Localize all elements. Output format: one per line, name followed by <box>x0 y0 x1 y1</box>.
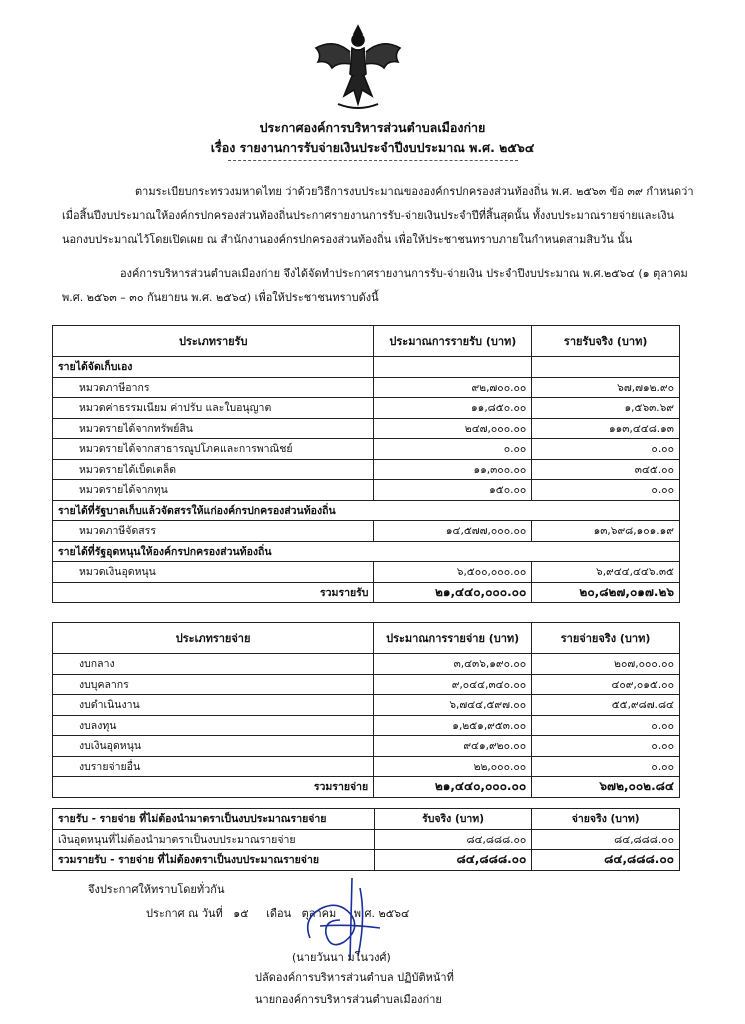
paragraph-1-line-3: นอกงบประมาณไว้โดยเปิดเผย ณ สำนักงานองค์กรปกครองส่วนท้องถิ่น เพื่อให้ประชาชนทราบภายในกำหนดสามสิบวัน นั้น <box>62 233 633 246</box>
expense-estimate: ๙๔๑,๙๒๐.๐๐ <box>374 736 532 757</box>
expense-estimate-header: ประมาณการรายจ่าย (บาท) <box>374 623 532 654</box>
expense-header-row <box>53 623 680 654</box>
table-row <box>53 459 680 480</box>
revenue-estimate: ๖,๕๐๐,๐๐๐.๐๐ <box>374 562 532 583</box>
non-budget-received: ๘๔,๘๘๘.๐๐ <box>374 829 532 850</box>
revenue-total-estimate: ๒๑,๔๔๐,๐๐๐.๐๐ <box>374 582 532 603</box>
revenue-total-label: รวมรายรับ <box>53 582 374 603</box>
revenue-actual: ๓๔๕.๐๐ <box>532 459 680 480</box>
revenue-group-label: รายได้ที่รัฐอุดหนุนให้องค์กรปกครองส่วนท้องถิ่น <box>53 541 680 562</box>
revenue-category: หมวดเงินอุดหนุน <box>53 562 374 583</box>
expense-actual: ๐.๐๐ <box>532 715 680 736</box>
revenue-category: หมวดภาษีจัดสรร <box>53 521 374 542</box>
expense-actual: ๕๕,๙๘๗.๘๔ <box>532 695 680 716</box>
revenue-category: หมวดรายได้จากทุน <box>53 480 374 501</box>
table-row <box>53 562 680 583</box>
non-budget-paid-header: จ่ายจริง (บาท) <box>532 809 680 830</box>
expense-estimate: ๓,๔๓๖,๑๙๐.๐๐ <box>374 654 532 675</box>
non-budget-header-label: รายรับ - รายจ่าย ที่ไม่ต้องนำมาตราเป็นงบประมาณรายจ่าย <box>53 809 375 830</box>
non-budget-received-header: รับจริง (บาท) <box>374 809 532 830</box>
non-budget-table <box>52 808 680 871</box>
revenue-category: หมวดรายได้จากทรัพย์สิน <box>53 418 374 439</box>
revenue-total-actual: ๒๐,๘๒๗,๐๑๗.๒๖ <box>532 582 680 603</box>
expense-table <box>52 622 680 798</box>
table-row <box>53 654 680 675</box>
date-prefix: ประกาศ ณ วันที่ <box>146 907 223 920</box>
table-row <box>53 695 680 716</box>
revenue-category: หมวดค่าธรรมเนียม ค่าปรับ และใบอนุญาต <box>53 398 374 419</box>
table-row <box>53 521 680 542</box>
non-budget-total-paid: ๘๔,๘๘๘.๐๐ <box>532 850 680 871</box>
revenue-estimate: ๑๕๐.๐๐ <box>374 480 532 501</box>
revenue-actual: ๑,๕๖๓.๖๙ <box>532 398 680 419</box>
revenue-estimate: ๑๔,๕๗๗,๐๐๐.๐๐ <box>374 521 532 542</box>
date-month: ตุลาคม <box>301 907 337 920</box>
table-row <box>53 756 680 777</box>
paragraph-2-line-2: พ.ศ. ๒๕๖๓ – ๓๐ กันยายน พ.ศ. ๒๕๖๔) เพื่อให้ประชาชนทราบดังนี้ <box>62 291 379 304</box>
expense-actual: ๐.๐๐ <box>532 756 680 777</box>
expense-actual: ๔๐๙,๐๑๕.๐๐ <box>532 674 680 695</box>
revenue-category: หมวดภาษีอากร <box>53 377 374 398</box>
revenue-estimate: ๐.๐๐ <box>374 439 532 460</box>
expense-total-actual: ๖๗๒,๐๐๒.๘๔ <box>532 777 680 798</box>
expense-category: งบรายจ่ายอื่น <box>53 756 374 777</box>
expense-actual: ๒๐๗,๐๐๐.๐๐ <box>532 654 680 675</box>
revenue-total-row <box>53 582 680 603</box>
non-budget-total-received: ๘๔,๘๘๘.๐๐ <box>374 850 532 871</box>
date-month-label: เดือน <box>266 907 292 920</box>
revenue-group-label: รายได้จัดเก็บเอง <box>53 357 374 378</box>
table-row <box>53 480 680 501</box>
paragraph-2-line-1: องค์การบริหารส่วนตำบลเมืองก่าย จึงได้จัดทำประกาศรายงานการรับ-จ่ายเงิน ประจำปีงบประมาณ พ.ศ.๒๕๖๔ (๑ ตุลาคม <box>120 267 688 280</box>
date-day: ๑๕ <box>233 907 249 920</box>
revenue-estimate: ๑๑,๓๐๐.๐๐ <box>374 459 532 480</box>
expense-category: งบกลาง <box>53 654 374 675</box>
expense-category: งบเงินอุดหนุน <box>53 736 374 757</box>
revenue-type-header: ประเภทรายรับ <box>53 326 374 357</box>
announcement-text: จึงประกาศให้ทราบโดยทั่วกัน <box>88 883 225 896</box>
document-subject: เรื่อง รายงานการรับจ่ายเงินประจำปีงบประมาณ พ.ศ. ๒๕๖๔ <box>210 140 535 155</box>
expense-estimate: ๙,๐๔๔,๓๔๐.๐๐ <box>374 674 532 695</box>
non-budget-paid: ๘๔,๘๘๘.๐๐ <box>532 829 680 850</box>
revenue-actual: ๖๗,๗๑๒.๙๐ <box>532 377 680 398</box>
table-row <box>53 418 680 439</box>
revenue-table <box>52 325 680 603</box>
table-row <box>53 398 680 419</box>
expense-estimate: ๑,๒๕๑,๙๕๓.๐๐ <box>374 715 532 736</box>
signer-position-1: ปลัดองค์การบริหารส่วนตำบล ปฏิบัติหน้าที่ <box>255 971 454 984</box>
revenue-actual: ๐.๐๐ <box>532 439 680 460</box>
revenue-estimate: ๙๒,๗๐๐.๐๐ <box>374 377 532 398</box>
revenue-group-label: รายได้ที่รัฐบาลเก็บแล้วจัดสรรให้แก่องค์กรปกครองส่วนท้องถิ่น <box>53 500 680 521</box>
expense-estimate: ๒๒,๐๐๐.๐๐ <box>374 756 532 777</box>
table-row <box>53 439 680 460</box>
non-budget-total-row <box>53 850 680 871</box>
title-divider <box>228 160 518 161</box>
revenue-group-row <box>53 357 680 378</box>
non-budget-row-label: เงินอุดหนุนที่ไม่ต้องนำมาตราเป็นงบประมาณรายจ่าย <box>53 829 375 850</box>
table-row <box>53 736 680 757</box>
document-title: ประกาศองค์การบริหารส่วนตำบลเมืองก่าย <box>259 120 486 135</box>
expense-total-row <box>53 777 680 798</box>
revenue-estimate: ๒๔๗,๐๐๐.๐๐ <box>374 418 532 439</box>
expense-category: งบลงทุน <box>53 715 374 736</box>
revenue-actual: ๑๓,๖๙๘,๑๐๑.๑๙ <box>532 521 680 542</box>
expense-category: งบบุคลากร <box>53 674 374 695</box>
signer-name: (นายวันนา มโนวงศ์) <box>292 951 391 964</box>
expense-total-label: รวมรายจ่าย <box>53 777 374 798</box>
revenue-group-row <box>53 541 680 562</box>
table-row <box>53 829 680 850</box>
table-row <box>53 715 680 736</box>
signer-position-2: นายกองค์การบริหารส่วนตำบลเมืองก่าย <box>255 993 442 1006</box>
revenue-header-row <box>53 326 680 357</box>
revenue-category: หมวดรายได้จากสาธารณูปโภคและการพาณิชย์ <box>53 439 374 460</box>
expense-type-header: ประเภทรายจ่าย <box>53 623 374 654</box>
non-budget-header-row <box>53 809 680 830</box>
paragraph-1-line-1: ตามระเบียบกระทรวงมหาดไทย ว่าด้วยวิธีการงบประมาณขององค์กรปกครองส่วนท้องถิ่น พ.ศ. ๒๕๖๓ ข้อ ๓๙ กำหนดว่า <box>135 185 694 198</box>
expense-actual: ๐.๐๐ <box>532 736 680 757</box>
expense-total-estimate: ๒๑,๔๔๐,๐๐๐.๐๐ <box>374 777 532 798</box>
expense-estimate: ๖,๗๔๔,๕๙๗.๐๐ <box>374 695 532 716</box>
revenue-estimate: ๑๑,๘๕๐.๐๐ <box>374 398 532 419</box>
date-year: พ.ศ. ๒๕๖๔ <box>353 907 410 920</box>
revenue-actual: ๑๑๓,๔๔๘.๑๓ <box>532 418 680 439</box>
paragraph-1-line-2: เมื่อสิ้นปีงบประมาณให้องค์กรปกครองส่วนท้องถิ่นประกาศรายงานการรับ-จ่ายเงินประจำปีที่สิ้นสุดนั้น ทั้งงบประมาณรายจ่ายและเงิน <box>62 209 675 222</box>
garuda-emblem <box>308 18 408 118</box>
table-row <box>53 674 680 695</box>
revenue-category: หมวดรายได้เบ็ดเตล็ด <box>53 459 374 480</box>
revenue-actual: ๖,๙๔๔,๔๔๖.๓๕ <box>532 562 680 583</box>
non-budget-total-label: รวมรายรับ - รายจ่าย ที่ไม่ต้องตราเป็นงบประมาณรายจ่าย <box>53 850 375 871</box>
expense-actual-header: รายจ่ายจริง (บาท) <box>532 623 680 654</box>
revenue-actual-header: รายรับจริง (บาท) <box>532 326 680 357</box>
revenue-actual: ๐.๐๐ <box>532 480 680 501</box>
revenue-estimate-header: ประมาณการรายรับ (บาท) <box>374 326 532 357</box>
revenue-group-row <box>53 500 680 521</box>
expense-category: งบดำเนินงาน <box>53 695 374 716</box>
table-row <box>53 377 680 398</box>
